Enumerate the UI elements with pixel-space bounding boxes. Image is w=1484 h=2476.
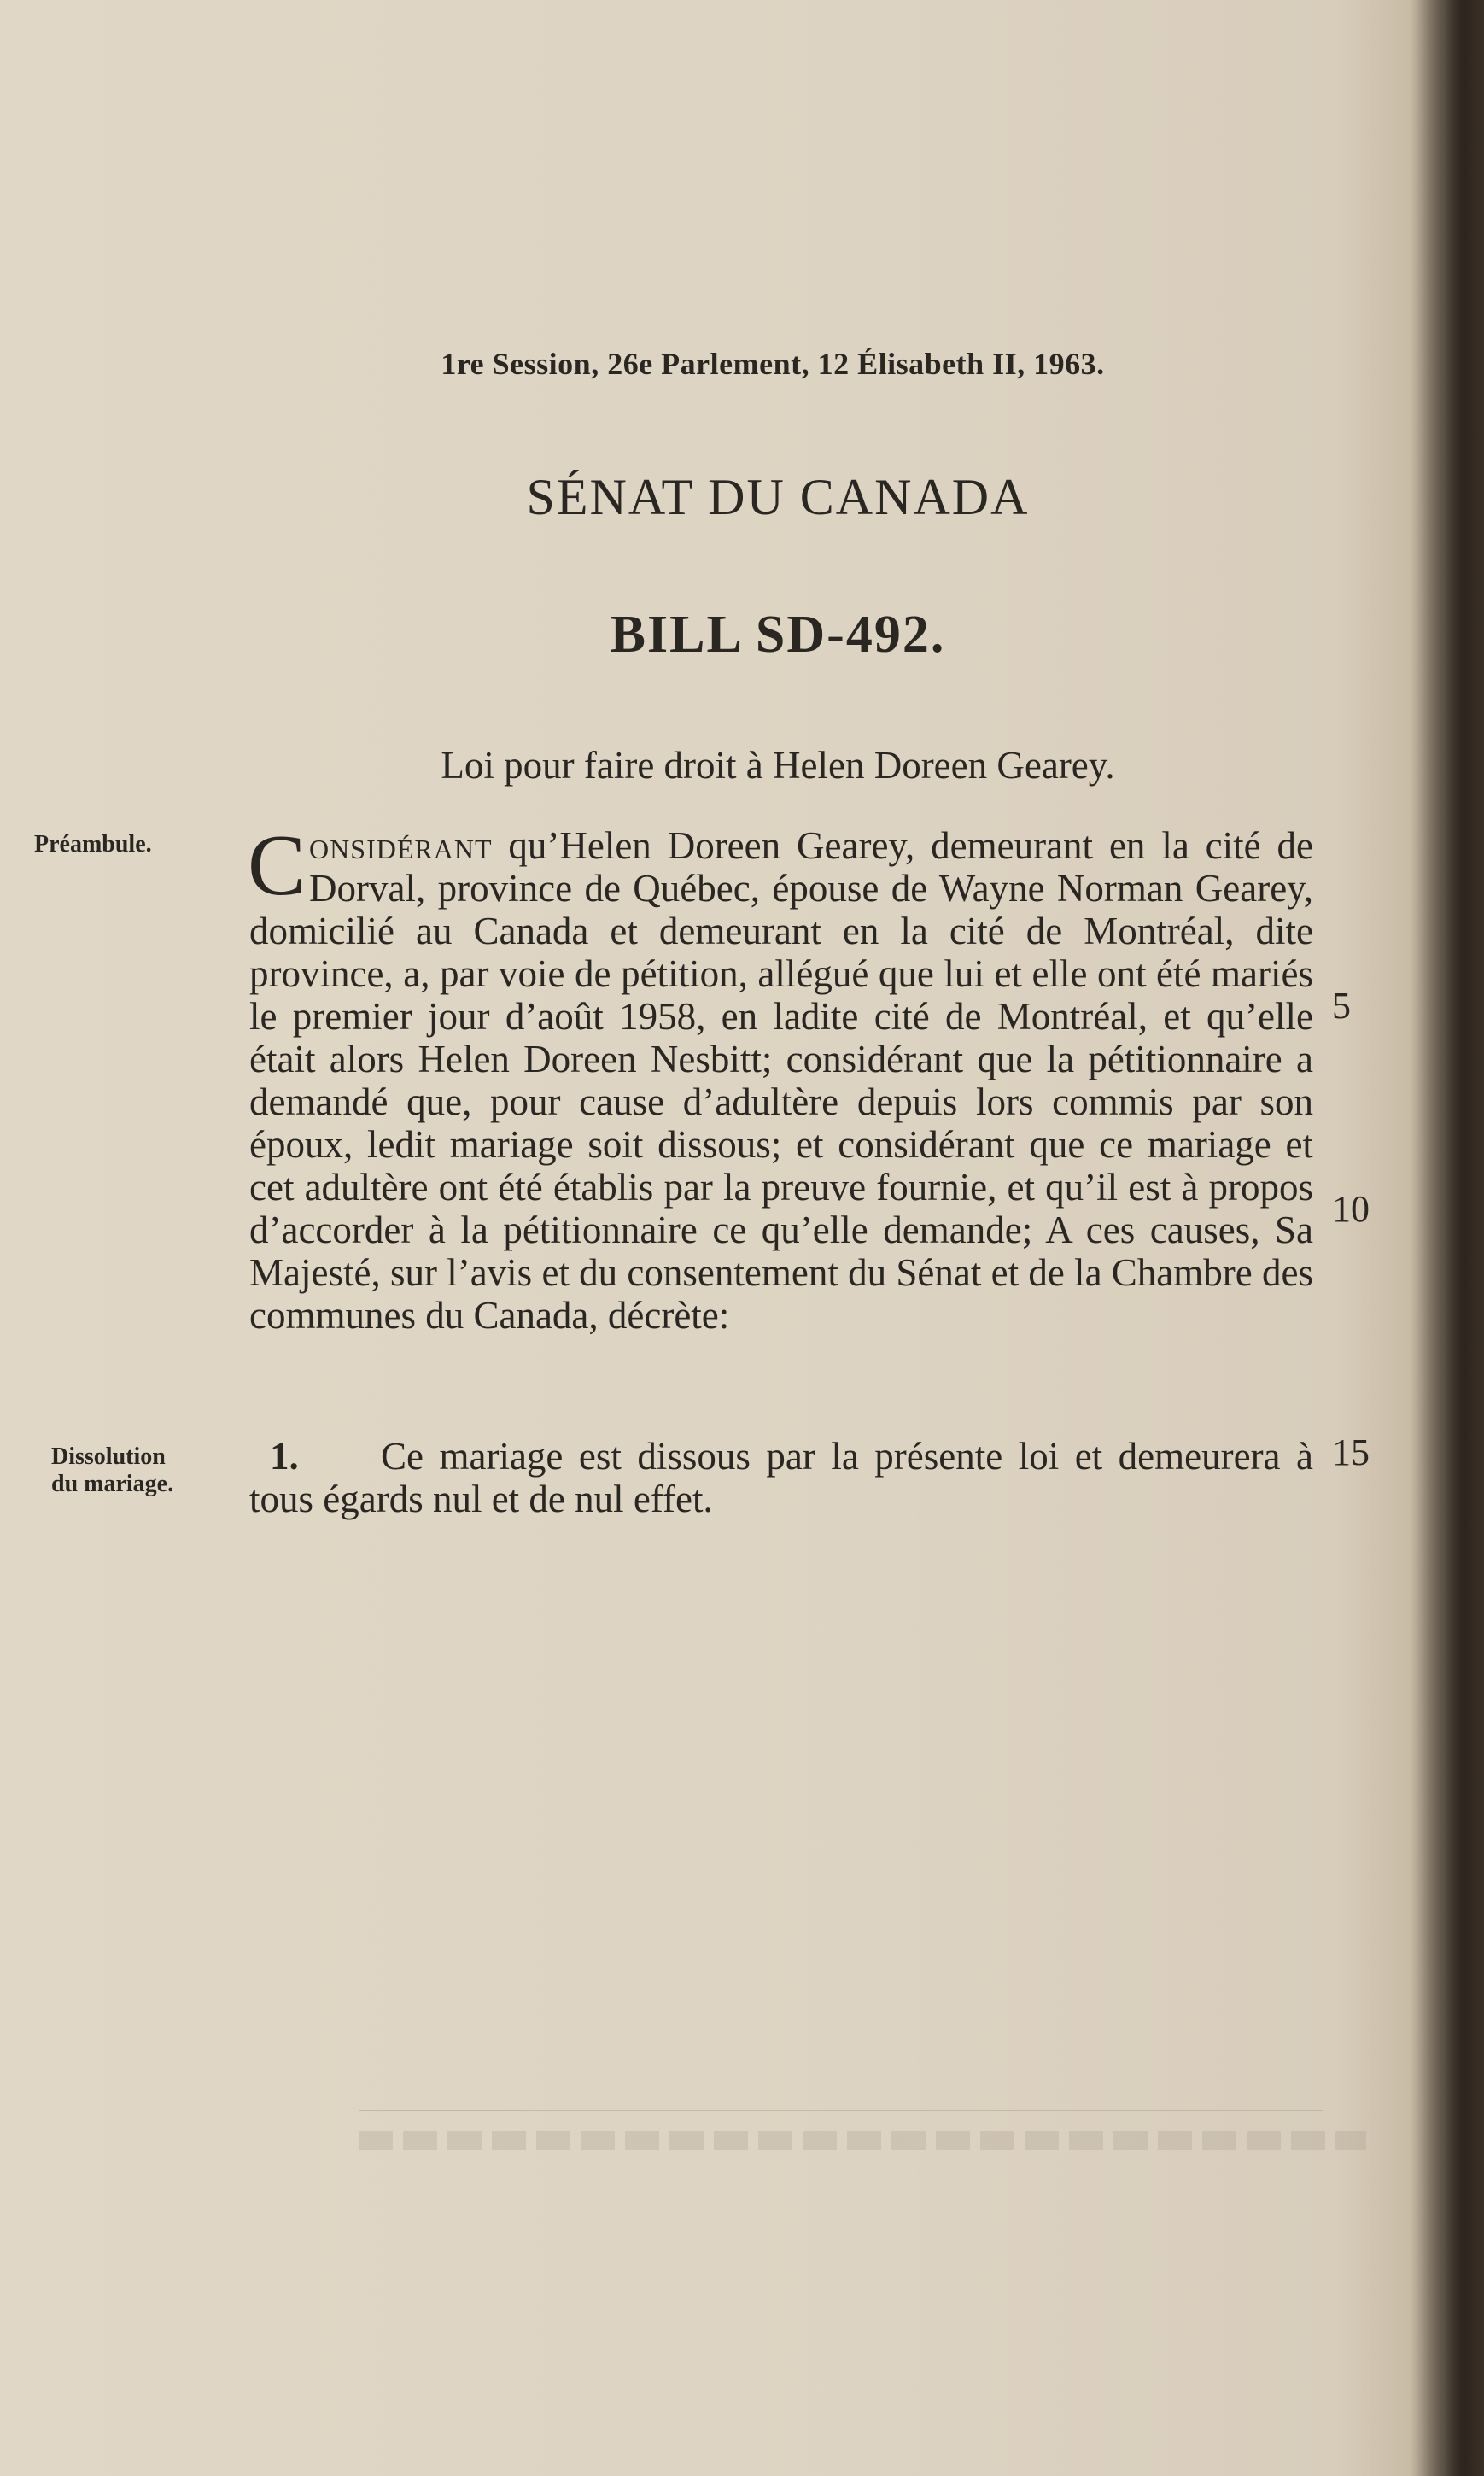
margin-note-dissolution-line2: du mariage. (51, 1471, 174, 1497)
drop-cap: C (248, 817, 307, 914)
session-line: 1re Session, 26e Parlement, 12 Élisabeth II, 1963. (441, 347, 1105, 381)
margin-note-preamble: Préambule. (34, 831, 152, 858)
margin-note-dissolution-line1: Dissolution (51, 1443, 166, 1470)
line-number-10: 10 (1332, 1188, 1370, 1230)
faint-rule (359, 2110, 1323, 2111)
clause-1 (249, 1435, 1313, 1520)
bleed-through-text (359, 2131, 1366, 2150)
line-number-5: 5 (1332, 985, 1351, 1027)
preamble-opening-word: onsidérant (309, 824, 493, 867)
bill-title: Loi pour faire droit à Helen Doreen Gearey. (441, 744, 1115, 787)
margin-note-dissolution (51, 1443, 205, 1498)
bill-number: BILL SD-492. (610, 606, 946, 664)
preamble-paragraph (248, 817, 1313, 1337)
line-number-15: 15 (1332, 1431, 1370, 1473)
preamble-text: qu’Helen Doreen Gearey, demeurant en la cité de Dorval, province de Québec, épouse de Wayne Norman Gearey, domicilié au Canada et demeurant en la cité de Montréal, dite province, a, par voie de pétition, allégué que lui et elle ont été mariés le premier jour d’août 1958, en ladite cité de Montréal, et qu’elle était alors Helen Doreen Nesbitt; considérant que la pétitionnaire a demandé que, pour cause d’adultère depuis lors commis par son époux, ledit mariage soit dissous; et considérant que ce mariage et cet adultère ont été établis par la preuve fournie, et qu’il est à propos d’accorder à la pétitionnaire ce qu’elle demande; A ces causes, Sa Majesté, sur l’avis et du consentement du Sénat et de la Chambre des communes du Canada, décrète: (249, 824, 1313, 1337)
clause-text: Ce mariage est dissous par la présente loi et demeurera à tous égards nul et de nul effet. (249, 1435, 1313, 1520)
clause-number: 1. (270, 1435, 299, 1478)
chamber-heading: SÉNAT DU CANADA (526, 469, 1030, 525)
